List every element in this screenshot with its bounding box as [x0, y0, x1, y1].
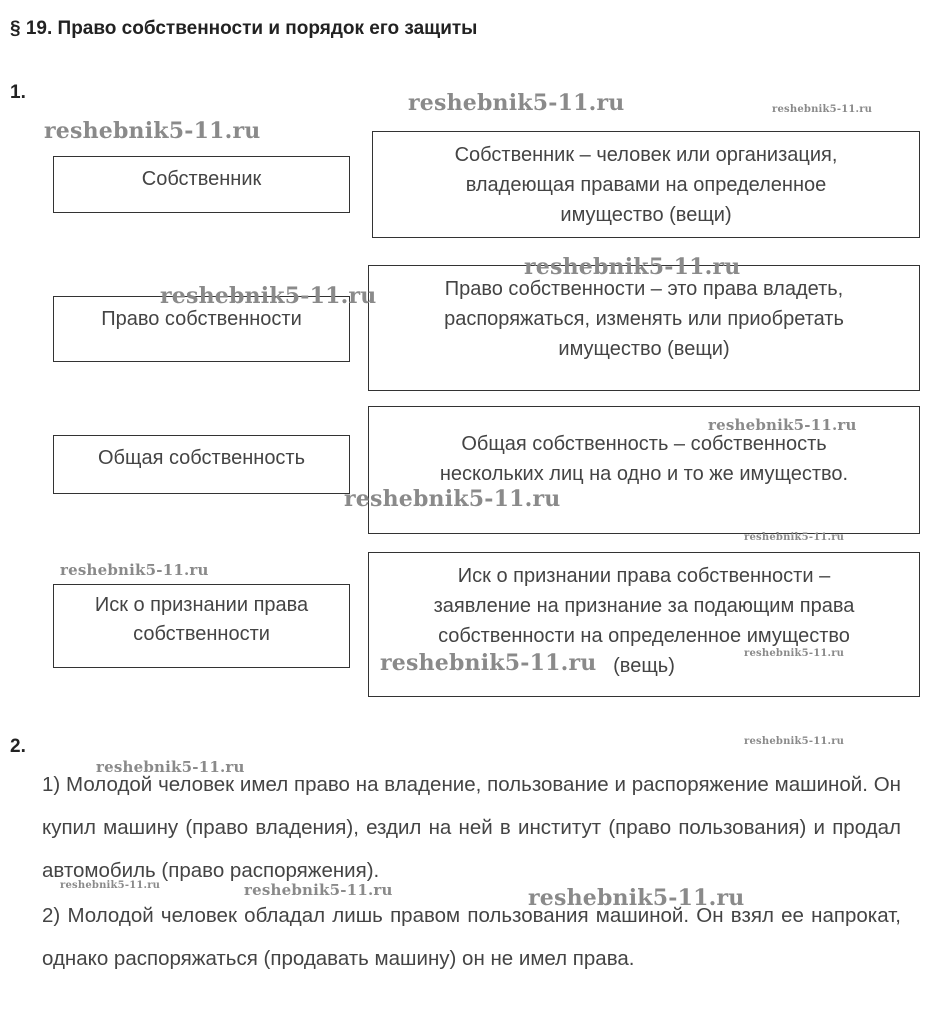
term-line: Собственник: [141, 168, 262, 190]
definition-line: Право собственности – это права владеть,: [444, 278, 844, 300]
definition-line: распоряжаться, изменять или приобретать: [444, 308, 844, 330]
definition-line: (вещь): [613, 655, 675, 677]
watermark: reshebnik5-11.ru: [60, 880, 161, 891]
watermark: reshebnik5-11.ru: [744, 736, 845, 747]
term-line: Общая собственность: [97, 447, 306, 469]
definition-line: собственности на определенное имущество: [438, 625, 850, 647]
term-box-owner: [53, 156, 350, 213]
answer-paragraph-1: 1) Молодой человек имел право на владение, пользование и распоряжение машиной. Он купил машину (право владения), ездил на ней в институт (право пользования) и продал автомобиль (право распоряжения).: [42, 773, 901, 882]
term-line: Право собственности: [101, 308, 302, 330]
watermark: reshebnik5-11.ru: [772, 104, 873, 115]
definition-line: Общая собственность – собственность: [461, 433, 827, 455]
definition-line: владеющая правами на определенное: [465, 174, 827, 196]
page-title: § 19. Право собственности и порядок его защиты: [10, 18, 478, 39]
term-line: собственности: [133, 623, 270, 645]
watermark: reshebnik5-11.ru: [380, 650, 597, 676]
definition-line: Собственник – человек или организация,: [454, 144, 838, 166]
definition-line: Иск о признании права собственности –: [457, 565, 831, 587]
definition-line: имущество (вещи): [560, 204, 732, 226]
watermark: reshebnik5-11.ru: [708, 416, 857, 434]
task-2-number: 2.: [10, 736, 26, 757]
watermark: reshebnik5-11.ru: [744, 648, 845, 659]
watermark: reshebnik5-11.ru: [344, 486, 561, 512]
definition-line: заявление на признание за подающим права: [433, 595, 855, 617]
definition-line: нескольких лиц на одно и то же имущество.: [439, 463, 849, 485]
watermark: reshebnik5-11.ru: [44, 118, 261, 144]
watermark: reshebnik5-11.ru: [160, 283, 377, 309]
task-1-number: 1.: [10, 82, 26, 103]
watermark: reshebnik5-11.ru: [96, 758, 245, 776]
definition-line: имущество (вещи): [558, 338, 730, 360]
watermark: reshebnik5-11.ru: [60, 561, 209, 579]
term-box-common-property: [53, 435, 350, 494]
watermark: reshebnik5-11.ru: [744, 532, 845, 543]
definition-box-owner: [372, 131, 920, 238]
watermark: reshebnik5-11.ru: [244, 881, 393, 899]
term-line: Иск о признании права: [94, 594, 309, 616]
watermark: reshebnik5-11.ru: [524, 254, 741, 280]
watermark: reshebnik5-11.ru: [528, 885, 745, 911]
term-box-claim: [53, 584, 350, 668]
watermark: reshebnik5-11.ru: [408, 90, 625, 116]
definition-box-ownership-right: [368, 265, 920, 391]
answer-paragraph-2: 2) Молодой человек обладал лишь правом пользования машиной. Он взял ее напрокат, однако распоряжаться (продавать машину) он не имел права.: [42, 904, 901, 970]
